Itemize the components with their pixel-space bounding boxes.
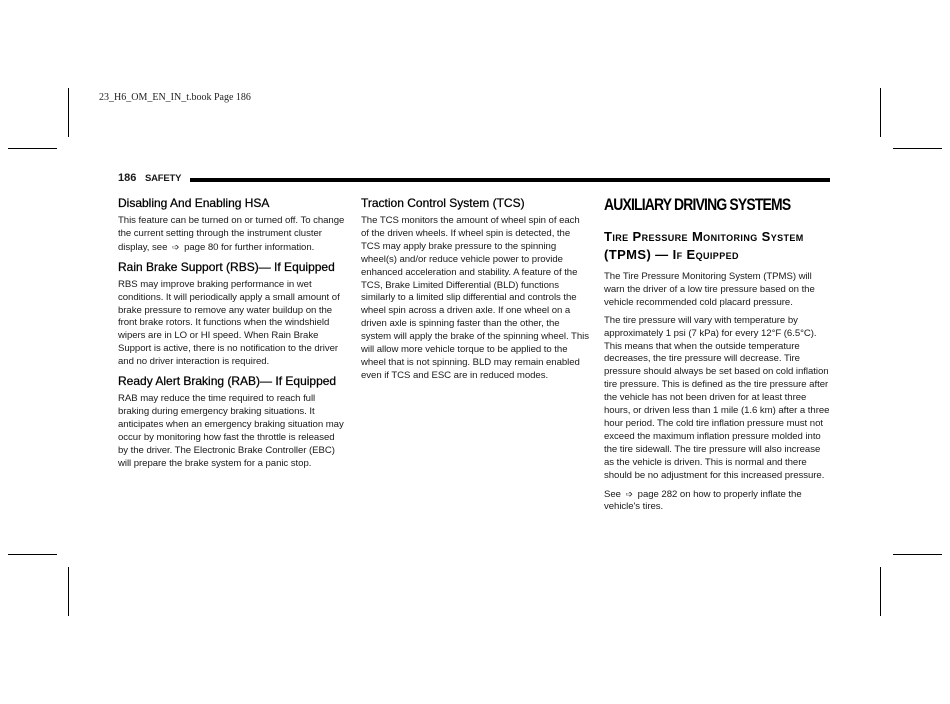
crop-mark [8,554,57,555]
running-head [118,171,830,185]
hsa-paragraph [118,215,346,255]
rab-paragraph: RAB may reduce the time required to reach full braking during emergency braking situations. It anticipates when an emergency braking situation may occur by monitoring how fast the throttle is released by the driver. The Electronic Brake Controller (EBC) will prepare the brake system for a panic stop. [118,393,344,469]
tpms-heading-line1: Tire Pressure Monitoring System [604,229,804,244]
hsa-page-reference[interactable]: page 80 for further information. [184,241,315,253]
arrow-reference-icon[interactable]: ➩ [171,241,180,252]
rbs-paragraph: RBS may improve braking performance in wet conditions. It will periodically apply a small amount of brake pressure to remove any water buildup on the front brake rotors. It functions when the windshield wipers are in LO or HI speed. When Rain Brake Support is active, there is no notification to the driver and no driver interaction is required. [118,278,340,368]
tpms-intro-paragraph: The Tire Pressure Monitoring System (TPMS) will warn the driver of a low tire pressure based on the vehicle recommended cold placard pressure. [604,271,815,308]
section-title: AUXILIARY DRIVING SYSTEMS [604,195,791,214]
arrow-reference-icon[interactable]: ➩ [625,488,634,499]
tcs-paragraph: The TCS monitors the amount of wheel spin of each of the driven wheels. If wheel spin is detected, the TCS may apply brake pressure to the spinning wheel(s) and/or reduce vehicle power to provide enhanced acceleration and stability. A feature of the TCS, Brake Limited Differential (BLD) functions similarly to a limited slip differential and controls the wheel spin across a driven axle. If one wheel on a driven axle is spinning faster than the other, the system will apply the brake of the spinning wheel. This will allow more vehicle torque to be applied to the wheel that is not spinning. BLD may remain enabled even if TCS and ESC are in reduced modes. [361,215,589,381]
column-right [604,196,830,519]
crop-mark [880,88,881,137]
crop-mark [880,567,881,616]
crop-mark [893,554,942,555]
header-rule [190,178,830,182]
tpms-heading-line2: (TPMS) — If Equipped [604,247,739,262]
see-text: See [604,488,621,500]
hsa-heading: Disabling And Enabling HSA [118,196,270,210]
column-left [118,196,346,476]
hsa-text: This feature can be turned on or turned off. To change the current setting through the instrument cluster display, see [118,215,345,253]
column-middle [361,196,589,388]
book-file-header: 23_H6_OM_EN_IN_t.book Page 186 [99,92,251,103]
crop-mark [68,88,69,137]
crop-mark [68,567,69,616]
rbs-heading: Rain Brake Support (RBS)— If Equipped [118,259,335,274]
section-name: SAFETY [145,173,182,184]
crop-mark [8,148,57,149]
page-number: 186 [118,172,137,184]
tpms-temperature-paragraph: The tire pressure will vary with temperature by approximately 1 psi (7 kPa) for every 12°F (6.5°C). This means that when the outside temperature decreases, the tire pressure will decrease. Tire pressure should always be set based on cold inflation tire pressure. This is defined as the tire pressure after the vehicle has not been driven for at least three hours, or driven less than 1 mile (1.6 km) after a three hour period. The cold tire inflation pressure must not exceed the maximum inflation pressure molded into the tire sidewall. The tire pressure will also increase as the vehicle is driven. This is normal and there should be no adjustment for this increased pressure. [604,314,830,481]
tpms-page-reference[interactable]: page 282 on how to properly inflate the vehicle's tires. [604,488,802,513]
tpms-heading [604,228,830,264]
tcs-heading: Traction Control System (TCS) [361,196,525,210]
rab-heading: Ready Alert Braking (RAB)— If Equipped [118,374,337,389]
tpms-see-paragraph [604,488,830,515]
crop-mark [893,148,942,149]
